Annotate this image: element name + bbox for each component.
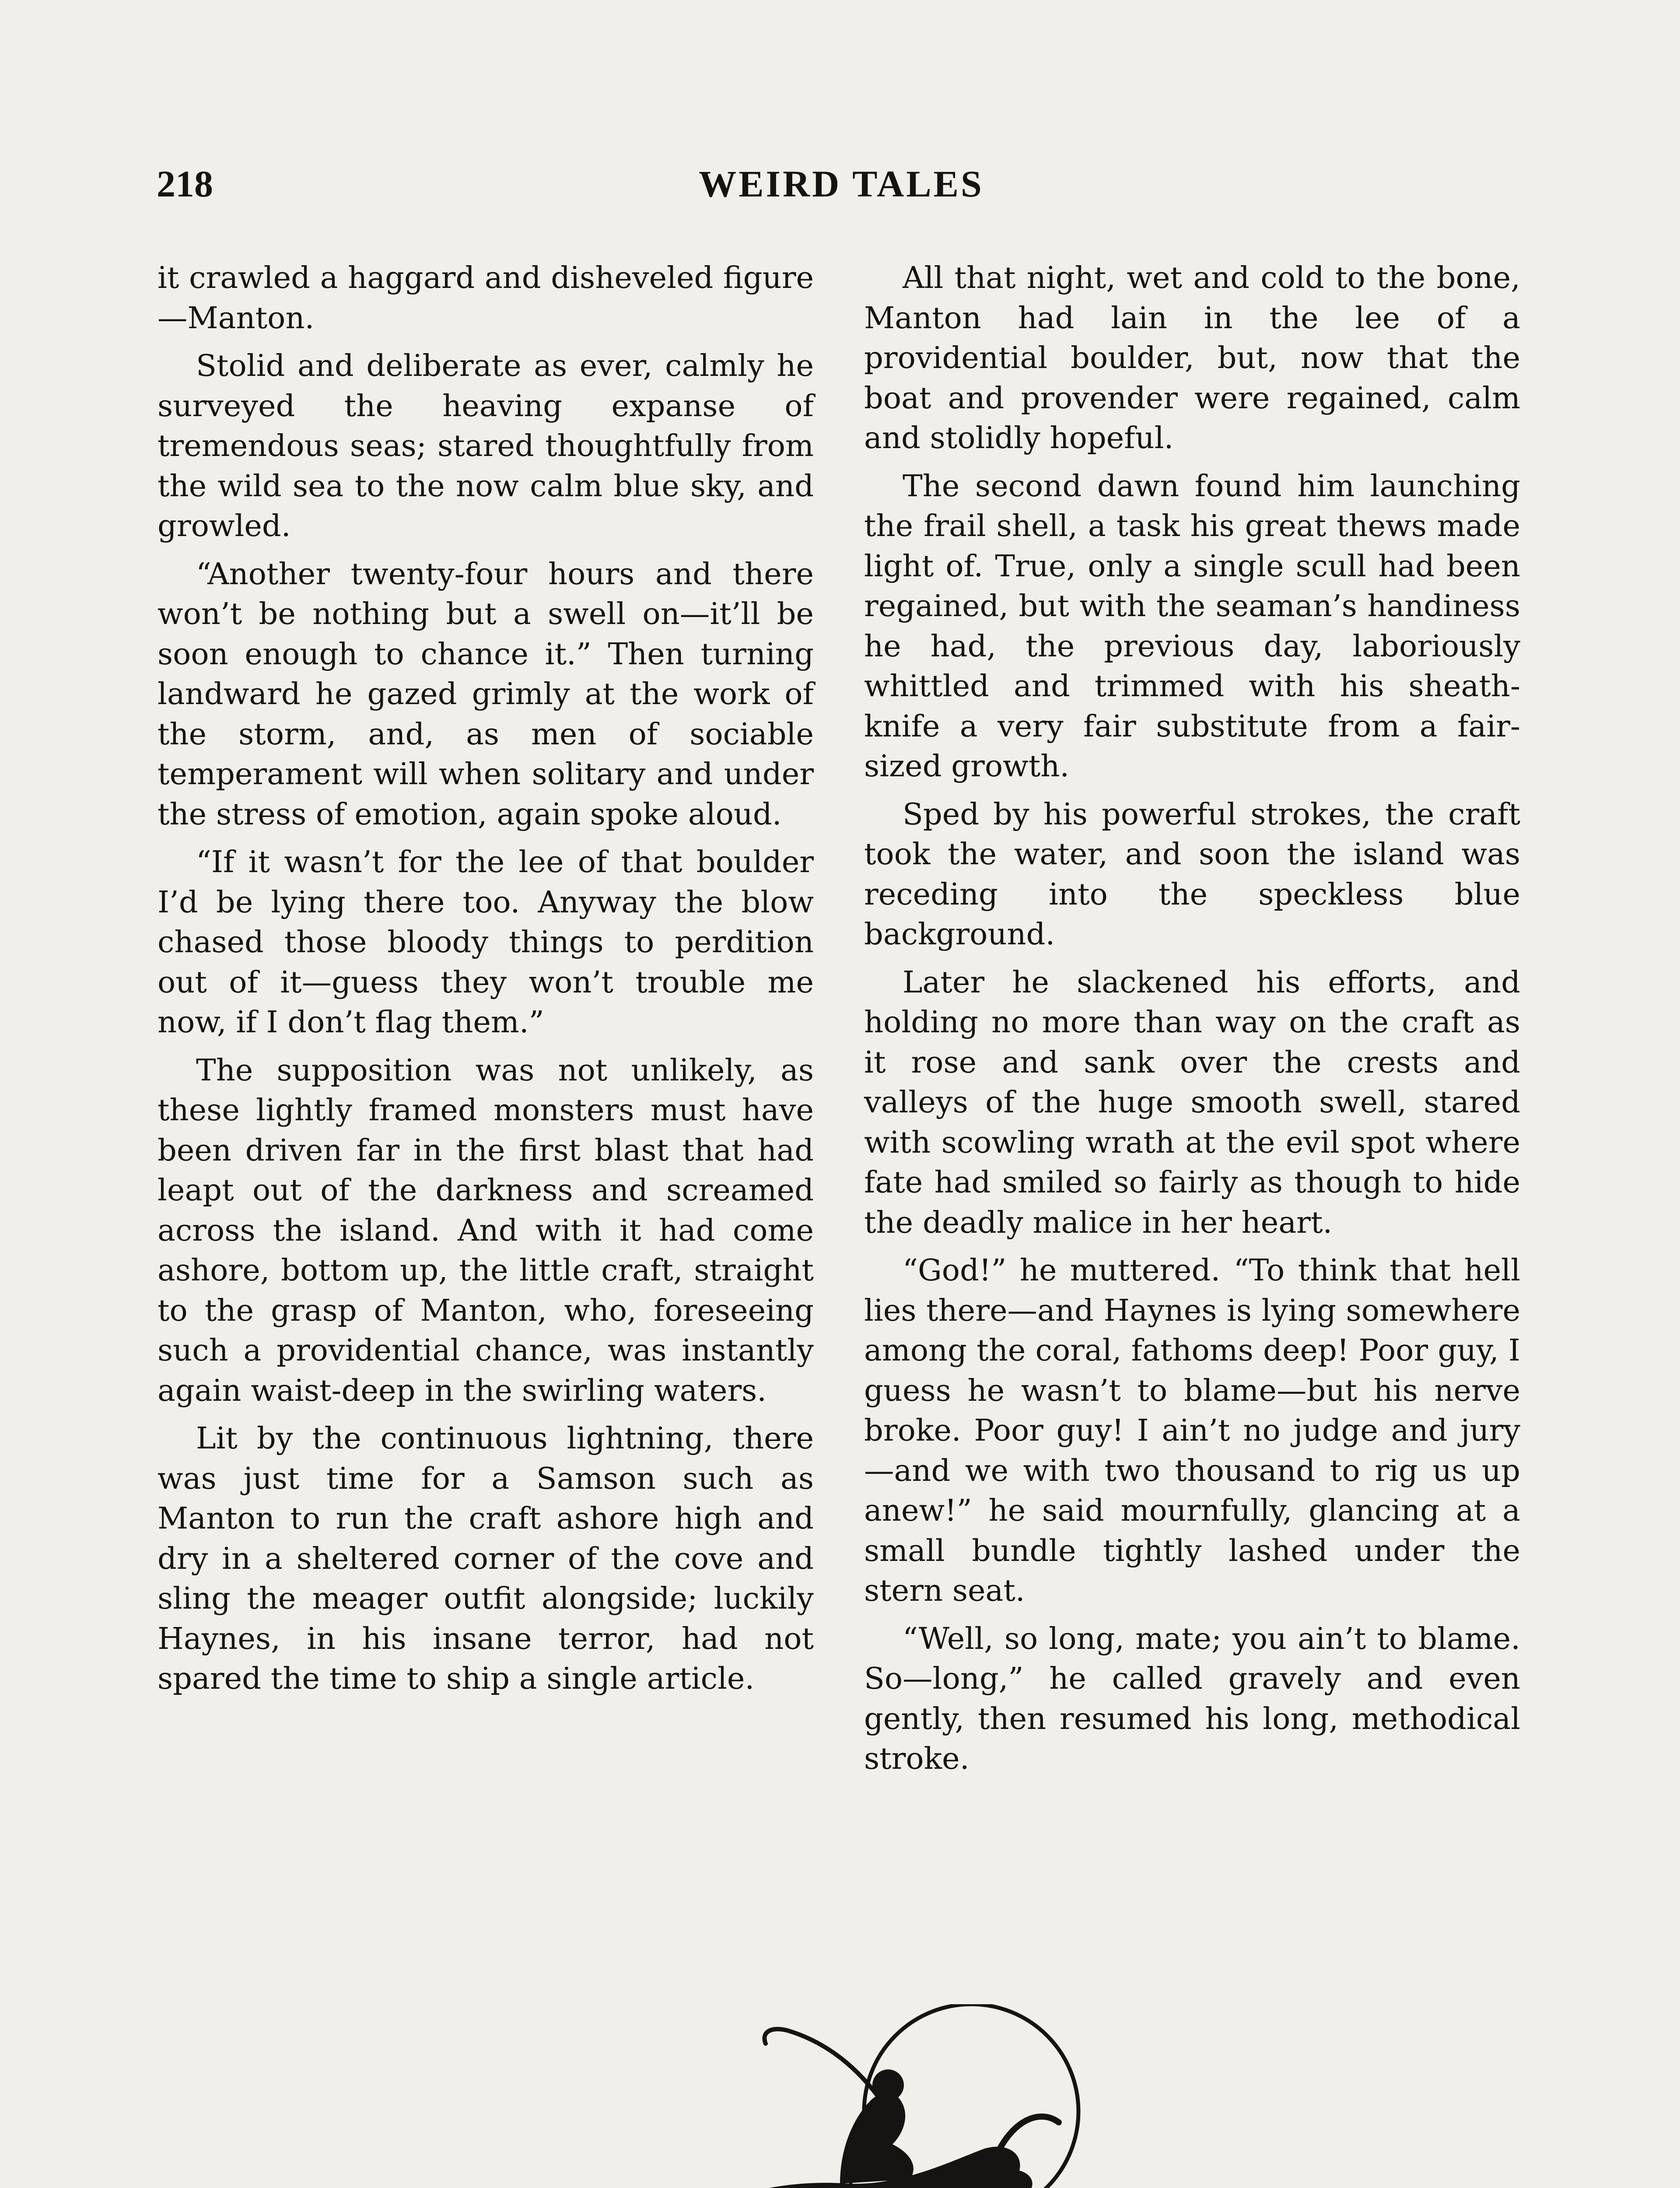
- left-column: [158, 258, 814, 1707]
- paragraph: Lit by the continuous lightning, there was just time for a Samson such as Manton to run the craft ashore high and dry in a sheltered corner of the cove and sling the meager outfit alongside; luckily Haynes, in his insane terror, had not spared the time to ship a single article.: [158, 1421, 814, 1696]
- silhouette-illustration: [166, 2004, 1527, 2188]
- beast-horn: [998, 2117, 1059, 2153]
- paragraph: Stolid and deliberate as ever, calmly he surveyed the heaving expanse of tremendous seas; stared thoughtfully from the wild sea to the now calm blue sky, and growled.: [158, 348, 814, 543]
- page-header: [157, 158, 1526, 210]
- paragraph: Sped by his powerful strokes, the craft took the water, and soon the island was receding into the speckless blue background.: [864, 796, 1520, 952]
- right-column: [864, 258, 1520, 1787]
- paragraph: “If it wasn’t for the lee of that boulder I’d be lying there too. Anyway the blow chased those bloody things to perdition out of it—guess they won’t trouble me now, if I don’t flag them.”: [158, 845, 814, 1040]
- rider-silhouette: [840, 2093, 914, 2184]
- paragraph: “God!” he muttered. “To think that hell lies there—and Haynes is lying somewhere among the coral, fathoms deep! Poor guy, I guess he wasn’t to blame—but his nerve broke. Poor guy! I ain’t no judge and jury—and we with two thousand to rig us up anew!” he said mournfully, glancing at a small bundle tightly lashed under the stern seat.: [864, 1253, 1520, 1608]
- paragraph: All that night, wet and cold to the bone, Manton had lain in the lee of a providential boulder, but, now that the boat and provender were regained, calm and stolidly hopeful.: [864, 260, 1520, 456]
- paragraph: The second dawn found him launching the frail shell, a task his great thews made light of. True, only a single scull had been regained, but with the seaman’s handiness he had, the previous day, laboriously whittled and trimmed with his sheath-knife a very fair substitute from a fair-sized growth.: [864, 468, 1520, 784]
- page-number: 218: [157, 163, 213, 205]
- paragraph: it crawled a haggard and disheveled figure—Manton.: [158, 260, 814, 336]
- paragraph: Later he slackened his efforts, and holding no more than way on the craft as it rose and sank over the crests and valleys of the huge smooth swell, stared with scowling wrath at the evil spot where fate had smiled so fairly as though to hide the deadly malice in her heart.: [864, 964, 1520, 1240]
- paragraph: “Another twenty-four hours and there won’t be nothing but a swell on—it’ll be soon enough to chance it.” Then turning landward he gazed grimly at the work of the storm, and, as men of sociable temperament will when solitary and under the stress of emotion, again spoke aloud.: [158, 556, 814, 832]
- paragraph: “Well, so long, mate; you ain’t to blame. So—long,” he called gravely and even gently, then resumed his long, methodical stroke.: [864, 1621, 1520, 1776]
- running-title: WEIRD TALES: [699, 163, 984, 205]
- paragraph: The supposition was not unlikely, as these lightly framed monsters must have been driven far in the first blast that had leapt out of the darkness and screamed across the island. And with it had come ashore, bottom up, the little craft, straight to the grasp of Manton, who, foreseeing such a providential chance, was instantly again waist-deep in the swirling waters.: [158, 1052, 814, 1408]
